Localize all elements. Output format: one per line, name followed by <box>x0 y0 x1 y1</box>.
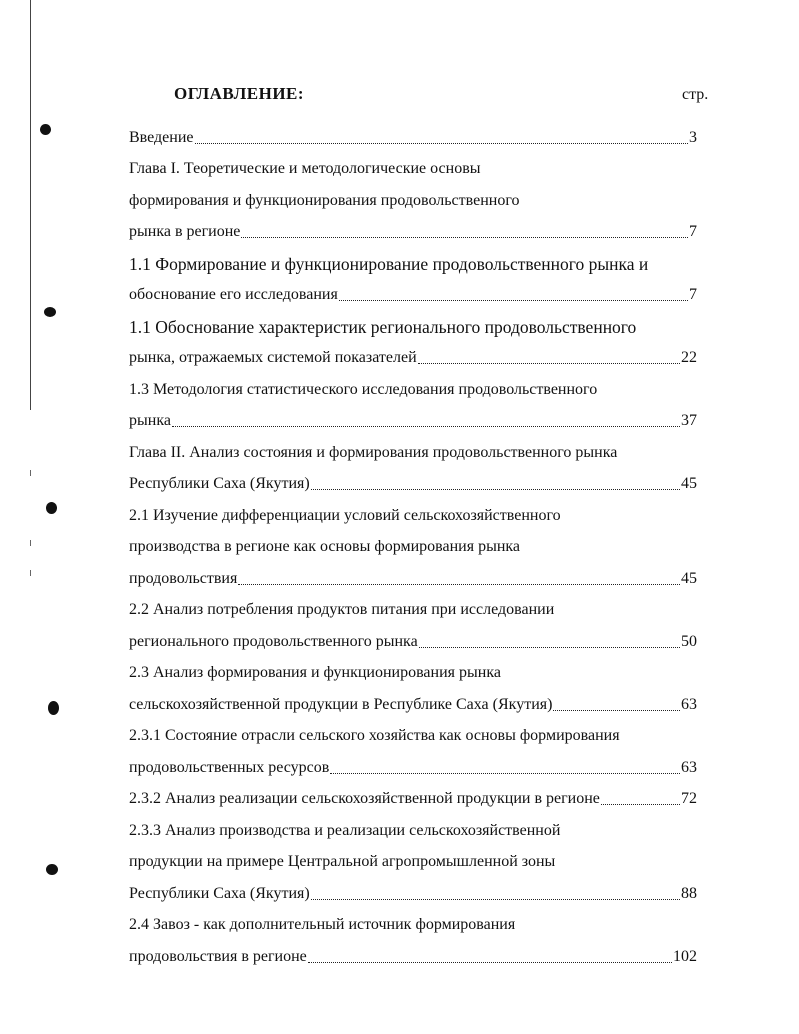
table-of-contents <box>129 116 697 967</box>
toc-entry-text: 2.3 Анализ формирования и функционирования рынка <box>129 664 501 681</box>
toc-page-number: 63 <box>681 758 697 776</box>
toc-entry-line <box>129 652 697 684</box>
dot-leader <box>339 299 688 301</box>
toc-entry-line <box>129 274 697 306</box>
toc-entry-line <box>129 683 697 715</box>
toc-entry-line <box>129 557 697 589</box>
punch-hole-mark <box>46 864 58 875</box>
toc-entry-text: формирования и функционирования продовольственного <box>129 191 520 209</box>
margin-tick <box>30 470 31 476</box>
margin-tick <box>30 540 31 546</box>
toc-entry-line <box>129 778 697 810</box>
toc-page-number: 63 <box>681 695 697 713</box>
toc-entry-text: 2.4 Завоз - как дополнительный источник формирования <box>129 916 516 933</box>
dot-leader <box>238 583 680 585</box>
toc-entry-line <box>129 809 697 841</box>
toc-entry-line <box>129 463 697 495</box>
toc-entry-text: продовольствия <box>129 569 238 587</box>
dot-leader <box>419 646 680 648</box>
toc-entry-text: 2.3.3 Анализ производства и реализации сельскохозяйственной <box>129 821 561 839</box>
toc-page-number: 72 <box>681 790 697 807</box>
toc-page-number: 50 <box>681 632 697 650</box>
toc-entry-line <box>129 337 697 369</box>
toc-entry-text: регионального продовольственного рынка <box>129 632 418 650</box>
dot-leader <box>601 803 680 805</box>
toc-entry-line <box>129 526 697 558</box>
toc-page-number: 7 <box>689 286 697 303</box>
toc-entry-text: 1.1 Обоснование характеристик регионального продовольственного <box>129 316 637 337</box>
toc-entry-text: Республики Саха (Якутия) <box>129 475 310 492</box>
toc-page-number: 22 <box>681 349 697 366</box>
page-column-label: стр. <box>682 86 709 103</box>
toc-page-number: 3 <box>689 128 697 146</box>
dot-leader <box>418 362 680 364</box>
toc-entry-text: 1.3 Методология статистического исследования продовольственного <box>129 380 598 398</box>
toc-entry-text: продукции на примере Центральной агропромышленной зоны <box>129 853 556 870</box>
toc-entry-text: Глава I. Теоретические и методологические основы <box>129 160 481 177</box>
dot-leader <box>330 772 680 774</box>
toc-entry-line <box>129 179 697 211</box>
dot-leader <box>311 898 680 900</box>
toc-entry-line <box>129 211 697 243</box>
dot-leader <box>195 142 689 144</box>
toc-entry-text: продовольственных ресурсов <box>129 758 330 776</box>
punch-hole-mark <box>40 124 51 135</box>
toc-entry-text: 2.1 Изучение дифференциации условий сельскохозяйственного <box>129 506 561 524</box>
toc-page-number: 45 <box>681 569 697 587</box>
toc-entry-text: 2.2 Анализ потребления продуктов питания при исследовании <box>129 601 555 618</box>
toc-entry-line <box>129 242 697 274</box>
toc-entry-line <box>129 494 697 526</box>
toc-entry-text: Глава II. Анализ состояния и формирования продовольственного рынка <box>129 443 618 461</box>
toc-page-number: 102 <box>673 947 697 965</box>
punch-hole-mark <box>44 307 56 317</box>
toc-entry-line <box>129 935 697 967</box>
toc-page-number: 88 <box>681 884 697 902</box>
toc-entry-line <box>129 904 697 936</box>
toc-entry-text: рынка, отражаемых системой показателей <box>129 349 417 366</box>
binding-margin-line <box>30 0 31 410</box>
toc-page-number: 45 <box>681 475 697 492</box>
dot-leader <box>172 425 680 427</box>
toc-entry-text: Введение <box>129 128 194 146</box>
toc-title: ОГЛАВЛЕНИЕ: <box>174 84 305 103</box>
dot-leader <box>241 236 688 238</box>
toc-entry-line <box>129 872 697 904</box>
dot-leader <box>308 961 672 963</box>
toc-entry-line <box>129 589 697 621</box>
toc-entry-text: Республики Саха (Якутия) <box>129 884 310 902</box>
dot-leader <box>311 488 680 490</box>
dot-leader <box>553 709 680 711</box>
toc-entry-text: сельскохозяйственной продукции в Республике Саха (Якутия) <box>129 695 553 713</box>
toc-entry-line <box>129 620 697 652</box>
toc-entry-line <box>129 400 697 432</box>
toc-entry-line <box>129 368 697 400</box>
toc-page-number: 37 <box>681 412 697 429</box>
margin-tick <box>30 570 31 576</box>
toc-entry-text: рынка в регионе <box>129 223 241 240</box>
toc-entry-text: производства в регионе как основы формирования рынка <box>129 538 521 555</box>
toc-entry-line <box>129 305 697 337</box>
toc-entry-line <box>129 431 697 463</box>
toc-entry-text: 2.3.1 Состояние отрасли сельского хозяйства как основы формирования <box>129 727 620 744</box>
toc-entry-line <box>129 116 697 148</box>
toc-entry-text: рынка <box>129 412 171 429</box>
toc-entry-line <box>129 148 697 180</box>
toc-entry-text: обоснование его исследования <box>129 286 338 303</box>
toc-entry-line <box>129 746 697 778</box>
toc-page-number: 7 <box>689 223 697 240</box>
toc-entry-line <box>129 841 697 873</box>
toc-entry-text: продовольствия в регионе <box>129 947 307 965</box>
punch-hole-mark <box>46 502 57 514</box>
toc-entry-text: 2.3.2 Анализ реализации сельскохозяйственной продукции в регионе <box>129 790 600 807</box>
toc-entry-line <box>129 715 697 747</box>
toc-entry-text: 1.1 Формирование и функционирование продовольственного рынка и <box>129 253 649 274</box>
punch-hole-mark <box>48 701 59 715</box>
